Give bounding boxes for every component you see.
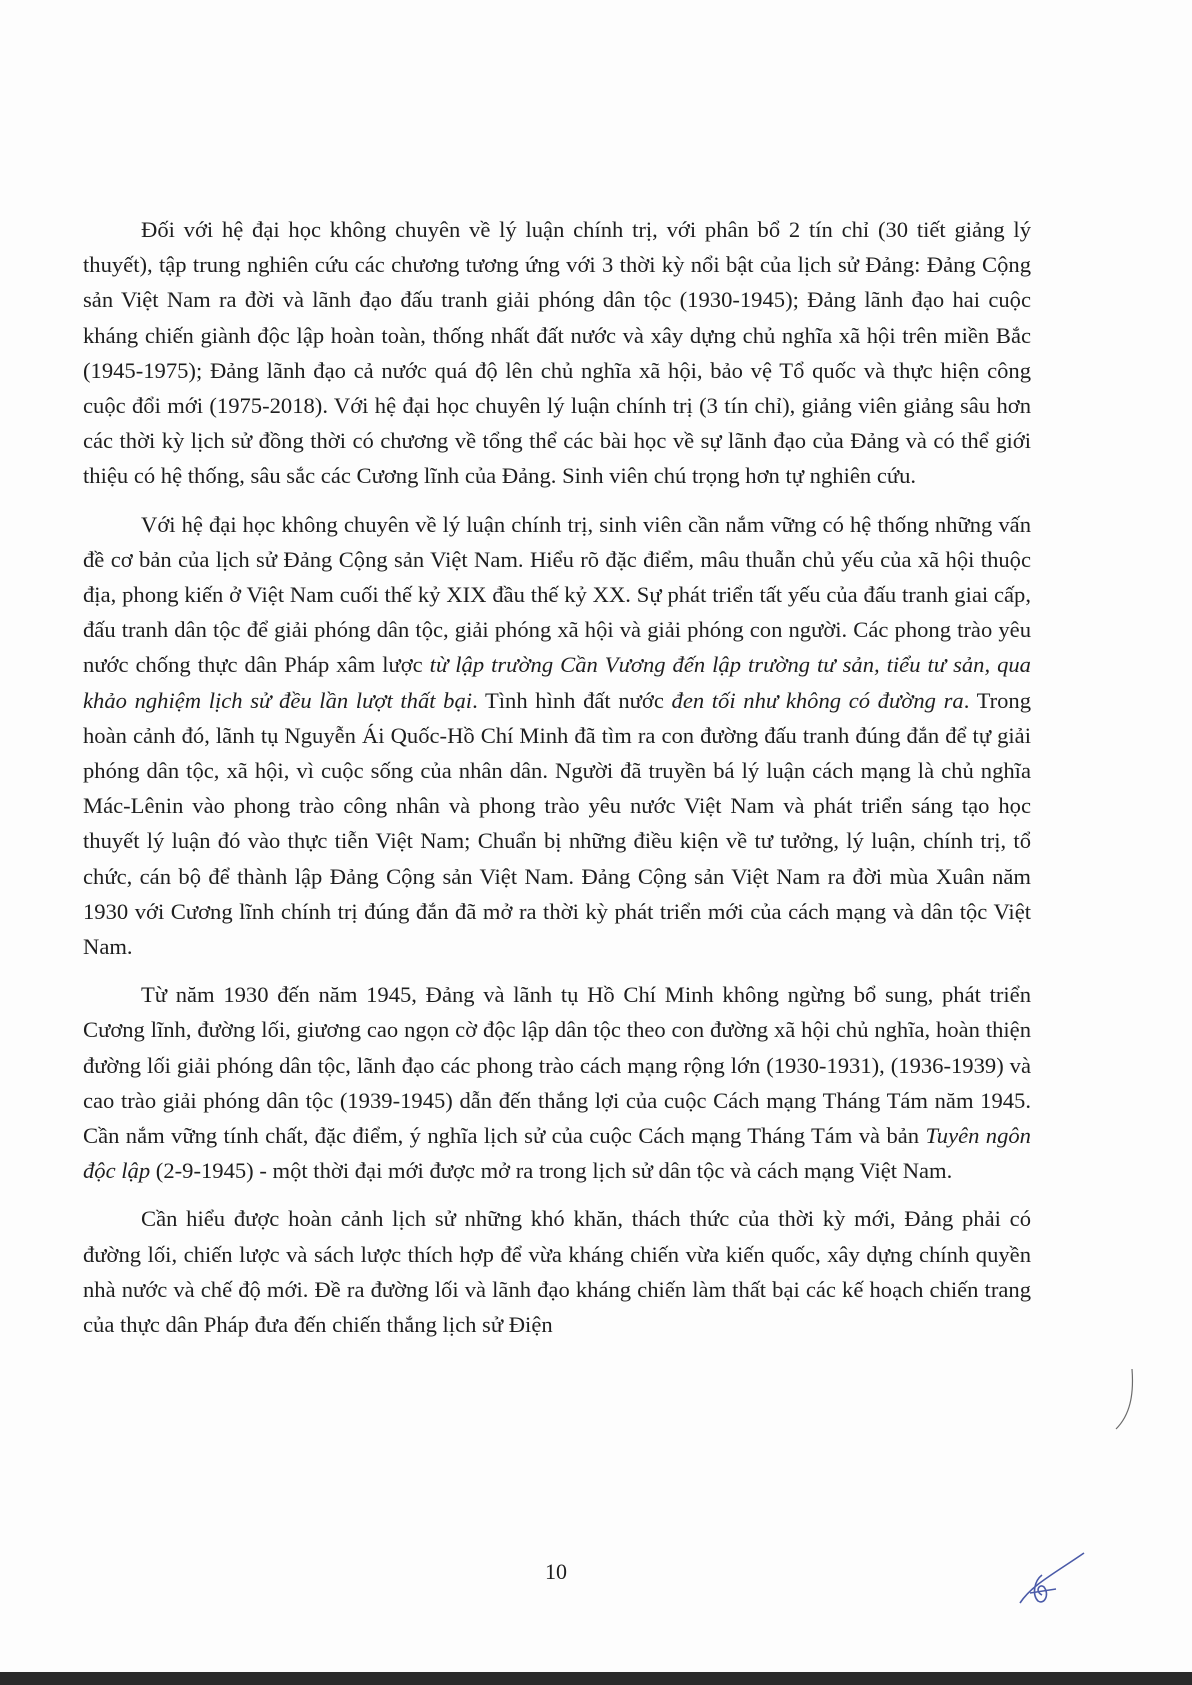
paragraph-2-italic-b: đen tối như không có đường ra [671, 687, 964, 713]
paragraph-3 [83, 977, 1031, 1188]
paragraph-3-italic-a: Tuyên ngôn độc lập [83, 1123, 1031, 1184]
paragraph-2-italic-a: từ lập trường Cần Vương đến lập trường tư sản, tiểu tư sản, qua khảo nghiệm lịch sử đều lần lượt thất bại [83, 652, 1031, 713]
paragraph-4-text: Cần hiểu được hoàn cảnh lịch sử những khó khăn, thách thức của thời kỳ mới, Đảng phải có đường lối, chiến lược và sách lược thích hợp để vừa kháng chiến vừa kiến quốc, xây dựng chính quyền nhà nước và chế độ mới. Đề ra đường lối và lãnh đạo kháng chiến làm thất bại các kế hoạch chiến trang của thực dân Pháp đưa đến chiến thắng lịch sử Điện [83, 1206, 1031, 1338]
paragraph-1-text: Đối với hệ đại học không chuyên về lý luận chính trị, với phân bổ 2 tín chỉ (30 tiết giảng lý thuyết), tập trung nghiên cứu các chương tương ứng với 3 thời kỳ nổi bật của lịch sử Đảng: Đảng Cộng sản Việt Nam ra đời và lãnh đạo đấu tranh giải phóng dân tộc (1930-1945); Đảng lãnh đạo hai cuộc kháng chiến giành độc lập hoàn toàn, thống nhất đất nước và xây dựng chủ nghĩa xã hội trên miền Bắc (1945-1975); Đảng lãnh đạo cả nước quá độ lên chủ nghĩa xã hội, bảo vệ Tổ quốc và thực hiện công cuộc đổi mới (1975-2018). Với hệ đại học chuyên lý luận chính trị (3 tín chỉ), giảng viên giảng sâu hơn các thời kỳ lịch sử đồng thời có chương về tổng thể các bài học về sự lãnh đạo của Đảng và có thể giới thiệu có hệ thống, sâu sắc các Cương lĩnh của Đảng. Sinh viên chú trọng hơn tự nghiên cứu. [83, 217, 1031, 489]
paragraph-3-text-a: Từ năm 1930 đến năm 1945, Đảng và lãnh tụ Hồ Chí Minh không ngừng bổ sung, phát triển Cương lĩnh, đường lối, giương cao ngọn cờ độc lập dân tộc theo con đường xã hội chủ nghĩa, hoàn thiện đường lối giải phóng dân tộc, lãnh đạo các phong trào cách mạng rộng lớn (1930-1931), (1936-1939) và cao trào giải phóng dân tộc (1939-1945) dẫn đến thắng lợi của cuộc Cách mạng Tháng Tám năm 1945. Cần nắm vững tính chất, đặc điểm, ý nghĩa lịch sử của cuộc Cách mạng Tháng Tám và bản [83, 982, 1031, 1149]
paragraph-4 [83, 1201, 1031, 1342]
scan-bottom-edge [0, 1672, 1192, 1685]
paragraph-1 [83, 212, 1031, 494]
paragraph-2-text-a: Với hệ đại học không chuyên về lý luận chính trị, sinh viên cần nắm vững có hệ thống những vấn đề cơ bản của lịch sử Đảng Cộng sản Việt Nam. Hiểu rõ đặc điểm, mâu thuẫn chủ yếu của xã hội thuộc địa, phong kiến ở Việt Nam cuối thế kỷ XIX đầu thế kỷ XX. Sự phát triển tất yếu của đấu tranh giai cấp, đấu tranh dân tộc để giải phóng dân tộc, giải phóng xã hội và giải phóng con người. Các phong trào yêu nước chống thực dân Pháp xâm lược [83, 511, 1031, 678]
paragraph-2 [83, 507, 1031, 965]
signature-mark [1012, 1545, 1092, 1615]
page-number: 10 [545, 1559, 567, 1584]
body-text [83, 212, 1031, 1342]
paragraph-3-text-b: (2-9-1945) - một thời đại mới được mở ra trong lịch sử dân tộc và cách mạng Việt Nam. [150, 1158, 953, 1184]
paragraph-2-text-c: . Trong hoàn cảnh đó, lãnh tụ Nguyễn Ái Quốc-Hồ Chí Minh đã tìm ra con đường đấu tranh đúng đắn để tự giải phóng dân tộc, xã hội, vì cuộc sống của nhân dân. Người đã truyền bá lý luận cách mạng là chủ nghĩa Mác-Lênin vào phong trào công nhân và phong trào yêu nước Việt Nam và phát triển sáng tạo học thuyết lý luận đó vào thực tiễn Việt Nam; Chuẩn bị những điều kiện về tư tưởng, lý luận, chính trị, tổ chức, cán bộ để thành lập Đảng Cộng sản Việt Nam. Đảng Cộng sản Việt Nam ra đời mùa Xuân năm 1930 với Cương lĩnh chính trị đúng đắn đã mở ra thời kỳ phát triển mới của cách mạng và dân tộc Việt Nam. [83, 687, 1032, 960]
paragraph-2-text-b: . Tình hình đất nước [472, 687, 672, 713]
margin-pen-stroke [1110, 1365, 1140, 1435]
